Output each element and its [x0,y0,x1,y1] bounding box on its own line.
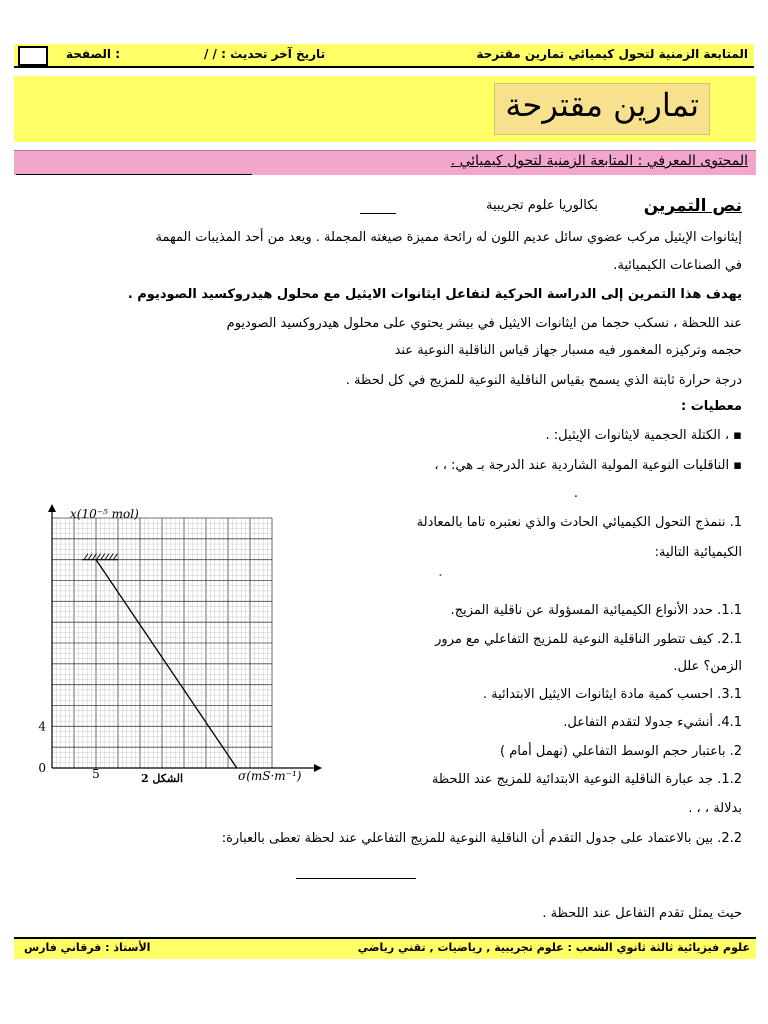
exercise-line: عند اللحظة ، نسكب حجما من ايثانوات الايثيل في بيشر يحتوي على محلول هيدروكسيد الصوديوم [226,316,742,331]
origin-label: 0 [38,761,46,775]
x-tick-label: 5 [92,767,100,781]
question-1-2: 1.2. جد عبارة الناقلية النوعية الابتدائية للمزيج عند اللحظة [431,772,742,787]
exercise-heading: نص التمرين [643,196,742,216]
footer-bar [14,937,756,959]
question-line: الكيميائية التالية: [654,545,742,560]
y-axis-label: x(10⁻⁵ mol) [70,507,139,521]
title-bar [14,76,756,142]
page-number-box [18,46,48,66]
question-1-1: 1.1. حدد الأنواع الكيميائية المسؤولة عن ناقلية المزيج. [450,603,742,618]
title-box [494,83,710,135]
page-label: الصفحة : [66,47,120,61]
last-update: تاريخ آخر تحديث : / / [204,47,326,61]
question-line: بدلالة ، ، . [688,801,742,816]
y-axis-arrow [48,504,56,512]
question-4-1: 4.1. أنشيء جدولا لتقدم التفاعل. [563,715,742,730]
footer-level: علوم فيزيائية ثالثة ثانوي الشعب : علوم تجريبية , رياضيات , تقني رياضي [357,941,750,954]
teacher-name: الأستاذ : فرقاني فارس [24,941,151,954]
question-1: 1. ننمذج التحول الكيميائي الحادث والذي نعتبره تاما بالمعادلة [416,515,742,530]
conductivity-graph [34,502,324,792]
data-heading: معطيات : [680,399,742,414]
content-bar [14,150,756,175]
exercise-source: بكالوريا علوم تجريبية [486,198,598,213]
series-title: المتابعة الزمنية لتحول كيميائي تمارين مقترحة [476,47,748,61]
page-title: تمارين مقترحة [505,86,699,124]
exercise-line: إيثانوات الإيثيل مركب عضوي سائل عديم اللون له رائحة مميزة صيغته المجملة . ويعد من أحد المذيبات المهمة [155,230,742,245]
question-2-1: 2.1. كيف تتطور الناقلية النوعية للمزيج التفاعلي مع مرور [435,632,742,647]
divider [16,174,252,175]
formula-line [296,878,416,879]
content-topic: المحتوى المعرفي : المتابعة الزمنية لتحول كيميائي . [450,153,748,169]
question-line: الزمن؟ علل. [673,659,742,674]
source-underline [360,213,396,214]
x-axis-label: σ(mS·m⁻¹) [238,769,302,783]
data-item: ▪ الناقليات النوعية المولية الشاردية عند الدرجة بـ هي: ، ، [434,458,742,473]
question-where: حيث يمثل تقدم التفاعل عند اللحظة . [542,906,742,921]
exercise-line: في الصناعات الكيميائية. [613,258,742,273]
exercise-line: يهدف هذا التمرين إلى الدراسة الحركية لتفاعل ايثانوات الايثيل مع محلول هيدروكسيد الصوديوم . [127,287,742,302]
x-axis-arrow [314,764,322,772]
y-tick-label: 4 [38,719,46,734]
header-bar [14,44,754,68]
exercise-line: درجة حرارة ثابتة الذي يسمح بقياس الناقلية النوعية للمزيج في كل لحظة . [345,373,742,388]
figure-label: الشكل 2 [140,772,184,785]
question-3-1: 3.1. احسب كمية مادة ايثانوات الايثيل الابتدائية . [482,687,742,702]
data-item-end: . [573,486,578,501]
question-2: 2. باعتبار حجم الوسط التفاعلي (نهمل أمام ) [500,744,742,759]
exercise-line: حجمه وتركيزه المغمور فيه مسبار جهاز قياس الناقلية النوعية عند [394,343,742,358]
question-2-2: 2.2. بين بالاعتماد على جدول التقدم أن الناقلية النوعية للمزيج التفاعلي عند لحظة تعطى بالعبارة: [221,831,742,846]
data-item: ▪ ، الكتلة الحجمية لايثانوات الإيثيل: . [545,428,742,443]
